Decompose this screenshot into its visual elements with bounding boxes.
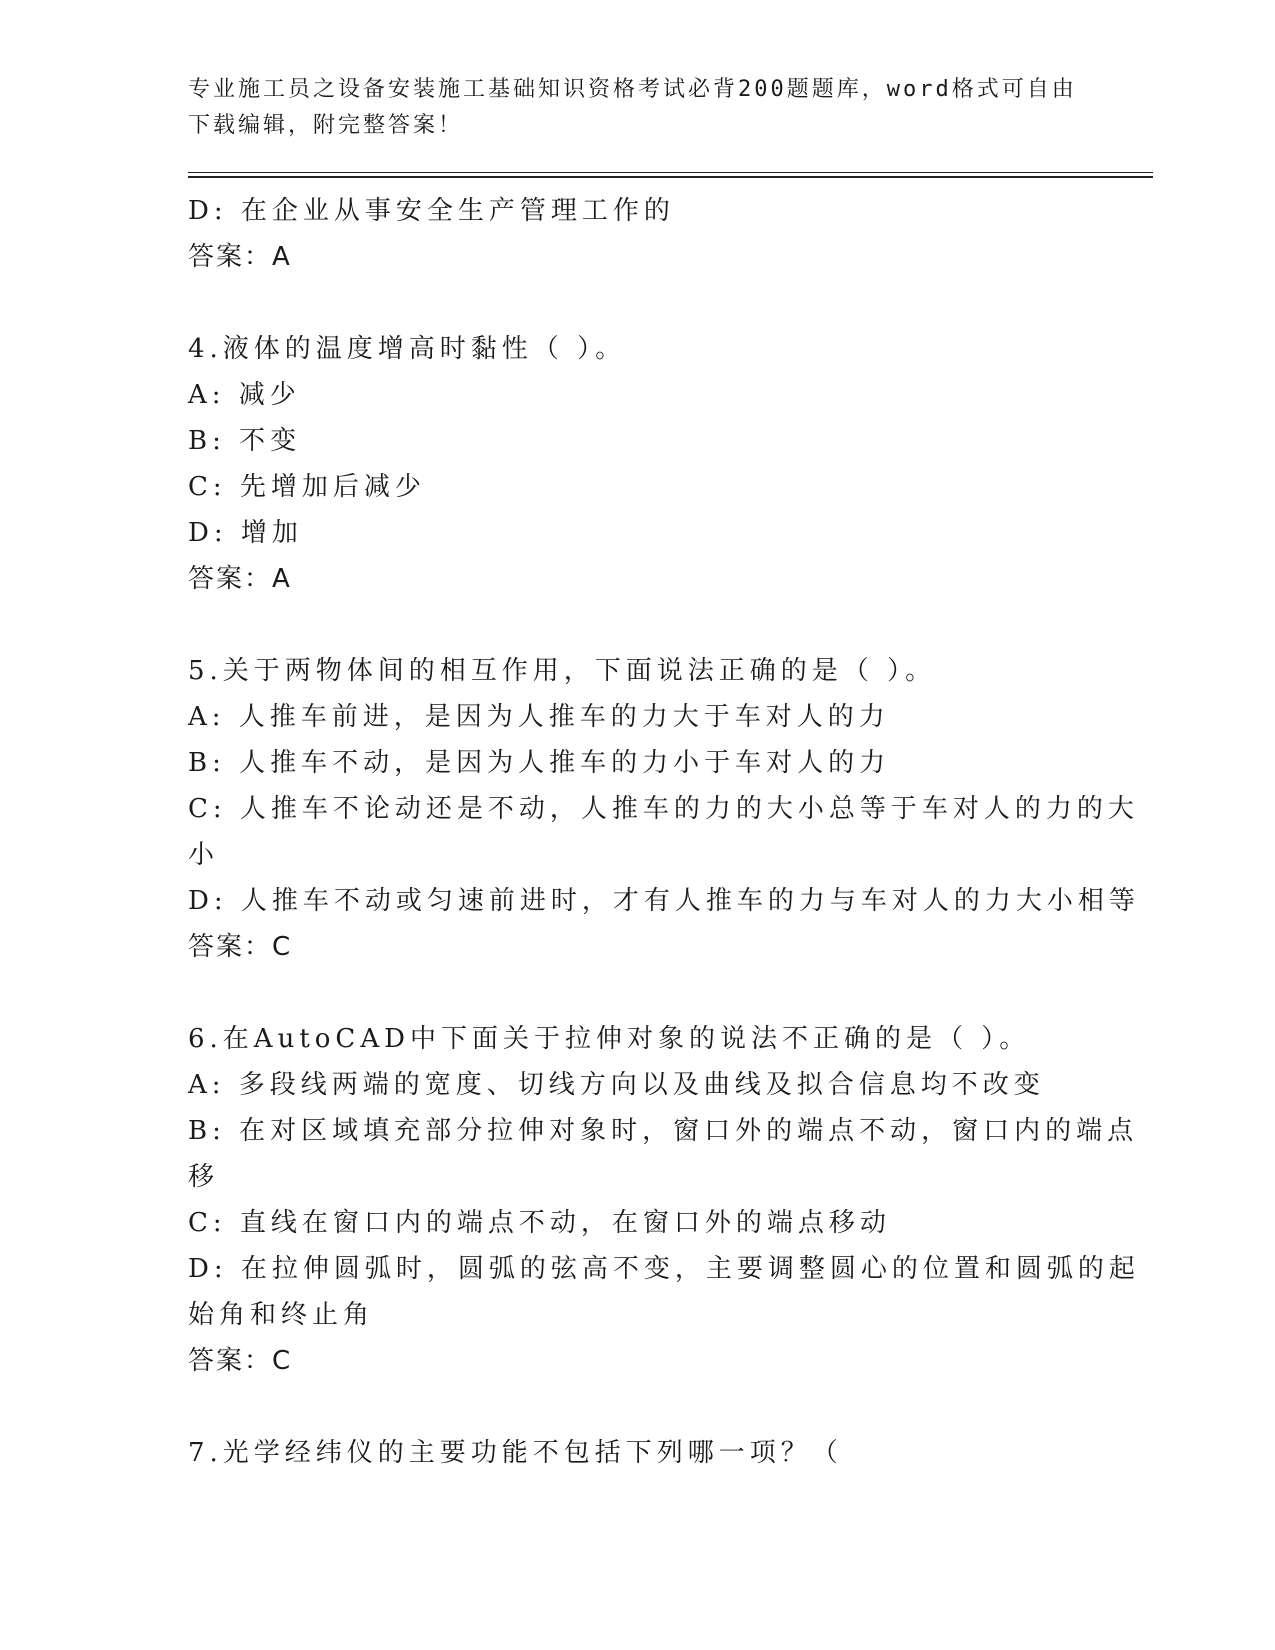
option-line: D: 在拉伸圆弧时，圆弧的弦高不变，主要调整圆心的位置和圆弧的起	[188, 1254, 1140, 1284]
question-block	[188, 1430, 1088, 1476]
option-line: 始角和终止角	[188, 1300, 375, 1330]
option-line: D: 人推车不动或匀速前进时，才有人推车的力与车对人的力大小相等	[188, 886, 1140, 916]
question-block	[188, 1016, 1140, 1384]
option-line: C: 直线在窗口内的端点不动，在窗口外的端点移动	[188, 1208, 891, 1238]
option-line: A: 多段线两端的宽度、切线方向以及曲线及拟合信息均不改变	[188, 1070, 1045, 1100]
option-line: 移	[188, 1162, 220, 1192]
option-line: B: 不变	[188, 426, 302, 456]
option-line: B: 在对区域填充部分拉伸对象时，窗口外的端点不动，窗口内的端点	[188, 1116, 1139, 1146]
header-rule-thick	[188, 176, 1153, 178]
option-line: 小	[188, 840, 220, 870]
answer-line: 答案：A	[188, 564, 292, 594]
question-block	[188, 648, 1140, 970]
question-stem: 4.液体的温度增高时黏性（ ）。	[188, 334, 627, 364]
question-stem: 5.关于两物体间的相互作用，下面说法正确的是（ ）。	[188, 656, 937, 686]
question-stem: 6.在AutoCAD中下面关于拉伸对象的说法不正确的是（ ）。	[188, 1024, 1031, 1054]
option-line: C: 人推车不论动还是不动，人推车的力的大小总等于车对人的力的大	[188, 794, 1139, 824]
question-block	[188, 188, 1088, 280]
option-line: C: 先增加后减少	[188, 472, 426, 502]
answer-line: 答案：A	[188, 242, 292, 272]
option-line: D: 在企业从事安全生产管理工作的	[188, 196, 675, 226]
question-block	[188, 326, 1088, 602]
answer-line: 答案：C	[188, 1346, 293, 1376]
option-line: A: 人推车前进，是因为人推车的力大于车对人的力	[188, 702, 890, 732]
answer-line: 答案：C	[188, 932, 293, 962]
option-line: B: 人推车不动，是因为人推车的力小于车对人的力	[188, 748, 891, 778]
header-rule-thin	[188, 172, 1153, 173]
question-stem: 7.光学经纬仪的主要功能不包括下列哪一项？（	[188, 1438, 843, 1468]
question-list	[188, 188, 1140, 1476]
option-line: D: 增加	[188, 518, 303, 548]
document-header: 专业施工员之设备安装施工基础知识资格考试必背200题题库，word格式可自由下载编辑，附完整答案！	[188, 77, 1077, 138]
option-line: A: 减少	[188, 380, 301, 410]
